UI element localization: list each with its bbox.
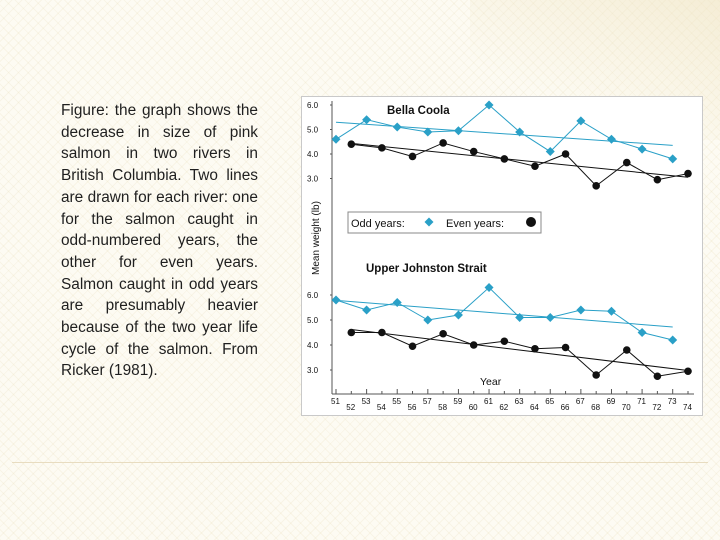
x-tick-label-odd: 59 bbox=[453, 397, 463, 406]
chart-figure bbox=[301, 96, 703, 416]
data-point-odd bbox=[668, 336, 677, 345]
x-tick-label-even: 62 bbox=[499, 403, 509, 412]
data-point-odd bbox=[332, 135, 341, 144]
data-point-even bbox=[654, 372, 662, 380]
data-point-even bbox=[654, 176, 662, 184]
data-point-even bbox=[348, 140, 356, 148]
data-point-even bbox=[562, 344, 570, 352]
y-axis-label: Mean weight (lb) bbox=[311, 201, 322, 275]
y-tick-label: 5.0 bbox=[307, 125, 319, 135]
x-tick-label-even: 66 bbox=[560, 403, 570, 412]
data-point-even bbox=[470, 341, 478, 349]
legend-even-label: Even years: bbox=[446, 218, 505, 230]
data-point-even bbox=[501, 337, 509, 345]
data-point-odd bbox=[423, 316, 432, 325]
data-point-even bbox=[439, 330, 447, 338]
data-point-even bbox=[531, 345, 539, 353]
trend-line bbox=[336, 300, 673, 327]
salmon-weight-chart bbox=[302, 97, 702, 415]
x-tick-label-even: 56 bbox=[407, 403, 417, 412]
x-axis-label: Year bbox=[480, 376, 502, 388]
x-tick-label-even: 64 bbox=[529, 403, 539, 412]
x-tick-label-even: 58 bbox=[438, 403, 448, 412]
data-point-odd bbox=[576, 306, 585, 315]
data-point-even bbox=[409, 153, 417, 161]
trend-line bbox=[336, 122, 673, 145]
data-point-even bbox=[592, 371, 600, 379]
data-point-odd bbox=[393, 123, 402, 132]
data-point-even bbox=[348, 329, 356, 337]
data-point-odd bbox=[362, 115, 371, 124]
y-tick-label: 6.0 bbox=[307, 101, 319, 110]
y-tick-label: 3.0 bbox=[307, 174, 319, 184]
x-tick-label-even: 52 bbox=[346, 403, 356, 412]
data-point-even bbox=[378, 144, 386, 152]
data-point-odd bbox=[668, 154, 677, 163]
data-point-even bbox=[501, 155, 509, 163]
data-point-odd bbox=[362, 306, 371, 315]
x-tick-label-even: 60 bbox=[468, 403, 478, 412]
x-tick-label-even: 70 bbox=[621, 403, 631, 412]
data-point-odd bbox=[607, 307, 616, 316]
x-tick-label-odd: 55 bbox=[392, 397, 402, 406]
legend-even-marker bbox=[526, 217, 536, 227]
x-tick-label-odd: 71 bbox=[637, 397, 646, 406]
x-tick-label-even: 68 bbox=[591, 403, 601, 412]
panel-title: Upper Johnston Strait bbox=[366, 263, 487, 275]
x-tick-label-odd: 53 bbox=[361, 397, 371, 406]
y-tick-label: 5.0 bbox=[307, 316, 319, 325]
footer-divider bbox=[12, 462, 708, 463]
x-tick-label-odd: 61 bbox=[484, 397, 493, 406]
x-tick-label-even: 74 bbox=[683, 403, 692, 412]
x-tick-label-odd: 73 bbox=[667, 397, 677, 406]
trend-line bbox=[351, 143, 688, 177]
x-tick-label-even: 54 bbox=[376, 403, 386, 412]
x-tick-label-odd: 65 bbox=[545, 397, 555, 406]
data-point-even bbox=[684, 170, 692, 178]
data-point-even bbox=[562, 150, 570, 158]
x-tick-label-odd: 63 bbox=[514, 397, 524, 406]
data-point-even bbox=[470, 148, 478, 156]
data-point-odd bbox=[332, 296, 341, 305]
y-tick-label: 4.0 bbox=[307, 341, 319, 350]
data-point-odd bbox=[546, 313, 555, 322]
x-tick-label-odd: 69 bbox=[606, 397, 616, 406]
y-tick-label: 4.0 bbox=[307, 150, 319, 159]
trend-line bbox=[351, 329, 688, 370]
y-tick-label: 6.0 bbox=[307, 291, 319, 300]
series-line bbox=[351, 333, 688, 377]
data-point-even bbox=[378, 329, 386, 337]
data-point-even bbox=[592, 182, 600, 190]
y-tick-label: 3.0 bbox=[307, 366, 319, 375]
data-point-even bbox=[409, 342, 417, 350]
data-point-odd bbox=[607, 135, 616, 144]
data-point-odd bbox=[638, 145, 647, 154]
data-point-even bbox=[439, 139, 447, 147]
data-point-even bbox=[623, 346, 631, 354]
x-tick-label-odd: 67 bbox=[575, 397, 585, 406]
panel-title: Bella Coola bbox=[387, 105, 450, 117]
data-point-even bbox=[531, 162, 539, 170]
data-point-even bbox=[684, 367, 692, 375]
series-line bbox=[351, 143, 688, 186]
x-tick-label-odd: 51 bbox=[331, 397, 340, 406]
legend-odd-label: Odd years: bbox=[351, 218, 405, 230]
x-tick-label-odd: 57 bbox=[422, 397, 432, 406]
figure-caption: Figure: the graph shows the decrease in size of pink salmon in two rivers in British Columbia. Two lines are drawn for each river: one for the salmon caught in odd-numbered years, the other for even years. Salmon caught in odd years are presumably heavier because of the two year life cycle of the salmon. From Ricker (1981). bbox=[61, 102, 258, 380]
x-tick-label-even: 72 bbox=[652, 403, 662, 412]
data-point-even bbox=[623, 159, 631, 167]
data-point-odd bbox=[638, 328, 647, 337]
